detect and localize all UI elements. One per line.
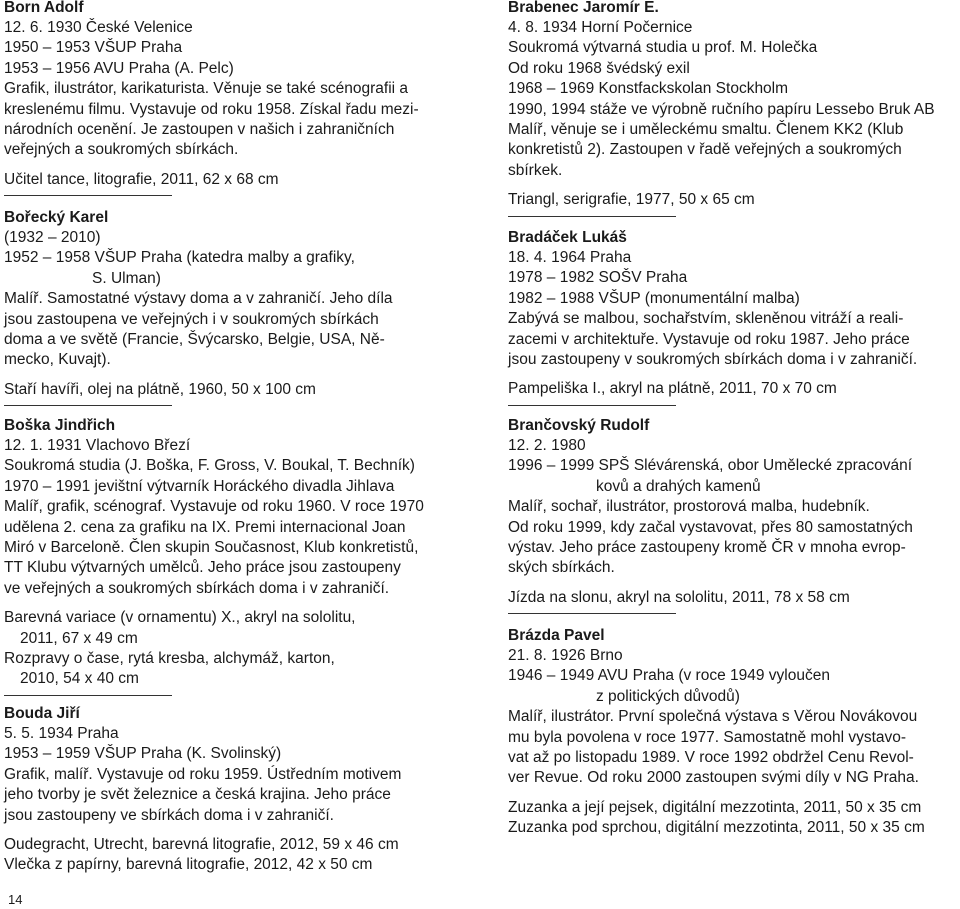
- bio-line: ve veřejných a soukromých sbírkách doma i v zahraničí.: [4, 579, 390, 597]
- artwork-line: Triangl, serigrafie, 1977, 50 x 65 cm: [508, 191, 755, 209]
- bio-line: jsou zastoupeny v soukromých sbírkách doma i v zahraničí.: [508, 351, 918, 369]
- bio-line: zacemi v architektuře. Vystavuje od roku 1987. Jeho práce: [508, 330, 910, 348]
- bio-line: kovů a drahých kamenů: [596, 477, 761, 495]
- bio-line: výstav. Jeho práce zastoupeny kromě ČR v mnoha evrop-: [508, 539, 906, 557]
- bio-line: z politických důvodů): [596, 687, 740, 705]
- artwork-line: Vlečka z papírny, barevná litografie, 2012, 42 x 50 cm: [4, 856, 373, 874]
- artist-entry-borecky: [4, 208, 480, 406]
- separator-rule: [4, 405, 172, 406]
- bio-line: Grafik, ilustrátor, karikaturista. Věnuje se také scénografii a: [4, 80, 409, 98]
- artwork-line: Zuzanka pod sprchou, digitální mezzotinta, 2011, 50 x 35 cm: [508, 819, 925, 837]
- bio-line: Zabývá se malbou, sochařstvím, skleněnou vitráží a reali-: [508, 310, 904, 328]
- bio-line: Grafik, malíř. Vystavuje od roku 1959. Ústředním motivem: [4, 765, 402, 783]
- bio-line: jeho tvorby je svět železnice a česká krajina. Jeho práce: [4, 786, 391, 804]
- bio-line: 12. 2. 1980: [508, 437, 586, 454]
- artist-entry-brabenec: [508, 0, 958, 217]
- artist-name: Born Adolf: [4, 0, 84, 16]
- bio-line: 1952 – 1958 VŠUP Praha (katedra malby a grafiky,: [4, 249, 355, 267]
- bio-line: jsou zastoupena ve veřejných i v soukromých sbírkách: [4, 310, 379, 328]
- artwork-line: Staří havíři, olej na plátně, 1960, 50 x 100 cm: [4, 380, 316, 398]
- bio-line: Od roku 1999, kdy začal vystavovat, přes 80 samostatných: [508, 518, 913, 536]
- separator-rule: [4, 195, 172, 196]
- artwork-line: Zuzanka a její pejsek, digitální mezzotinta, 2011, 50 x 35 cm: [508, 798, 922, 816]
- separator-rule: [508, 405, 676, 406]
- bio-line: udělena 2. cena za grafiku na IX. Premi internacional Joan: [4, 518, 406, 536]
- bio-line: ských sbírkách.: [508, 559, 615, 577]
- bio-line: 1953 – 1959 VŠUP Praha (K. Svolinský): [4, 745, 282, 763]
- artist-entry-boska: [4, 416, 480, 696]
- bio-line: kreslenému filmu. Vystavuje od roku 1958. Získal řadu mezi-: [4, 100, 419, 118]
- artist-entry-bradacek: [508, 228, 958, 406]
- bio-line: Malíř, ilustrátor. První společná výstava s Věrou Novákovou: [508, 708, 918, 726]
- bio-line: 1970 – 1991 jevištní výtvarník Horáckého divadla Jihlava: [4, 477, 395, 495]
- separator-rule: [508, 216, 676, 217]
- artwork-line: 2011, 67 x 49 cm: [20, 629, 138, 647]
- bio-line: S. Ulman): [92, 269, 161, 287]
- artist-name: Boška Jindřich: [4, 417, 116, 434]
- bio-line: 5. 5. 1934 Praha: [4, 725, 119, 742]
- bio-line: Malíř, věnuje se i uměleckému smaltu. Členem KK2 (Klub: [508, 121, 904, 139]
- artwork-line: Jízda na slonu, akryl na sololitu, 2011, 78 x 58 cm: [508, 588, 850, 606]
- bio-line: ver Revue. Od roku 2000 zastoupen svými díly v NG Praha.: [508, 769, 919, 787]
- bio-line: veřejných a soukromých sbírkách.: [4, 141, 239, 159]
- bio-line: 1953 – 1956 AVU Praha (A. Pelc): [4, 59, 234, 77]
- artist-name: Brabenec Jaromír E.: [508, 0, 659, 16]
- bio-line: Malíř, sochař, ilustrátor, prostorová malba, hudebník.: [508, 498, 870, 516]
- bio-line: 1990, 1994 stáže ve výrobně ručního papíru Lessebo Bruk AB: [508, 100, 935, 118]
- bio-line: jsou zastoupeny ve sbírkách doma i v zahraničí.: [4, 806, 334, 824]
- bio-line: 1968 – 1969 Konstfackskolan Stockholm: [508, 80, 789, 98]
- artist-name: Bořecký Karel: [4, 209, 109, 226]
- bio-line: Miró v Barceloně. Člen skupin Současnost, Klub konkretistů,: [4, 539, 419, 557]
- bio-line: 21. 8. 1926 Brno: [508, 647, 623, 664]
- artist-entry-brazda: [508, 626, 958, 839]
- bio-line: 12. 6. 1930 České Velenice: [4, 19, 193, 36]
- bio-line: Od roku 1968 švédský exil: [508, 59, 690, 77]
- bio-line: konkretistů 2). Zastoupen v řadě veřejných a soukromých: [508, 141, 902, 159]
- bio-line: mecko, Kuvajt).: [4, 351, 111, 369]
- page-number: 14: [8, 892, 23, 907]
- bio-line: Malíř, grafik, scénograf. Vystavuje od roku 1960. V roce 1970: [4, 498, 424, 516]
- bio-line: vat až po listopadu 1989. V roce 1992 obdržel Cenu Revol-: [508, 749, 914, 767]
- artwork-line: Rozpravy o čase, rytá kresba, alchymáž, karton,: [4, 650, 335, 668]
- bio-line: národních ocenění. Je zastoupen v našich i zahraničních: [4, 121, 395, 139]
- bio-line: 12. 1. 1931 Vlachovo Březí: [4, 437, 191, 454]
- bio-line: mu byla povolena v roce 1977. Samostatně mohl vystavo-: [508, 728, 907, 746]
- bio-line: 1946 – 1949 AVU Praha (v roce 1949 vyloučen: [508, 667, 830, 685]
- bio-line: (1932 – 2010): [4, 229, 101, 246]
- artist-name: Brázda Pavel: [508, 627, 605, 644]
- artist-entry-brancovsky: [508, 416, 958, 614]
- bio-line: 1950 – 1953 VŠUP Praha: [4, 39, 183, 57]
- artwork-line: Barevná variace (v ornamentu) X., akryl na sololitu,: [4, 609, 356, 627]
- artwork-line: Učitel tance, litografie, 2011, 62 x 68 cm: [4, 170, 279, 188]
- bio-line: sbírkek.: [508, 161, 563, 179]
- bio-line: 1996 – 1999 SPŠ Slévárenská, obor Umělecké zpracování: [508, 457, 913, 475]
- artist-name: Bradáček Lukáš: [508, 229, 627, 246]
- artwork-line: 2010, 54 x 40 cm: [20, 670, 139, 688]
- bio-line: 1978 – 1982 SOŠV Praha: [508, 269, 688, 287]
- bio-line: 1982 – 1988 VŠUP (monumentální malba): [508, 289, 800, 307]
- bio-line: doma a ve světě (Francie, Švýcarsko, Belgie, USA, Ně-: [4, 331, 385, 349]
- bio-line: TT Klubu výtvarných umělců. Jeho práce jsou zastoupeny: [4, 559, 401, 577]
- separator-rule: [4, 695, 172, 696]
- separator-rule: [508, 613, 676, 614]
- artist-entry-born: [4, 0, 480, 196]
- artwork-line: Oudegracht, Utrecht, barevná litografie, 2012, 59 x 46 cm: [4, 836, 399, 854]
- bio-line: Malíř. Samostatné výstavy doma a v zahraničí. Jeho díla: [4, 290, 393, 308]
- bio-line: Soukromá výtvarná studia u prof. M. Holečka: [508, 39, 818, 57]
- artist-entry-bouda: [4, 704, 480, 876]
- bio-line: 4. 8. 1934 Horní Počernice: [508, 19, 693, 36]
- artist-name: Brančovský Rudolf: [508, 417, 650, 434]
- bio-line: Soukromá studia (J. Boška, F. Gross, V. Boukal, T. Bechník): [4, 457, 415, 475]
- artist-name: Bouda Jiří: [4, 705, 80, 722]
- artwork-line: Pampeliška I., akryl na plátně, 2011, 70 x 70 cm: [508, 380, 837, 398]
- bio-line: 18. 4. 1964 Praha: [508, 249, 632, 266]
